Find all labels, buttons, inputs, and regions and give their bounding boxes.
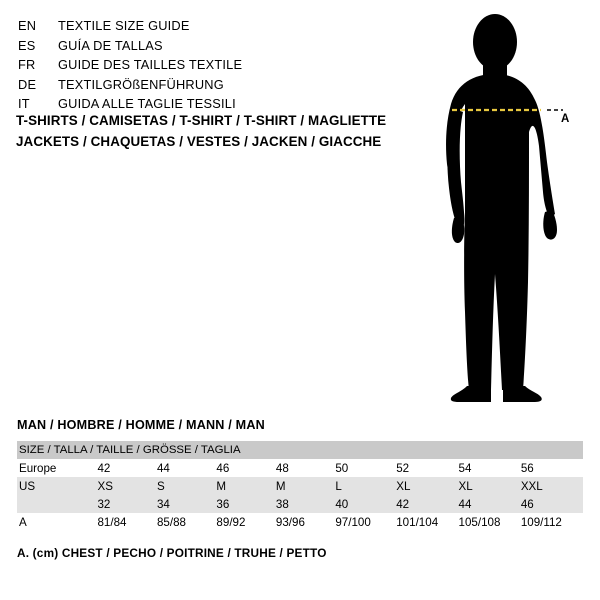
table-cell: 44 [459,495,521,513]
language-code: EN [18,18,37,33]
language-title: GUIDE DES TAILLES TEXTILE [58,57,243,72]
table-cell: XS [97,477,156,495]
language-title: GUIDA ALLE TAGLIE TESSILI [58,96,236,111]
language-row [18,36,398,56]
table-cell: 52 [396,459,458,477]
language-title-list [18,16,398,114]
table-cell: 46 [521,495,583,513]
table-cell: 101/104 [396,513,458,531]
table-cell: 38 [276,495,335,513]
language-code: ES [18,37,36,53]
language-title: TEXTILE SIZE GUIDE [58,18,190,33]
size-table-wrapper [17,441,583,531]
table-cell: M [216,477,275,495]
table-cell: 42 [396,495,458,513]
male-body-silhouette-icon [395,12,600,402]
table-row [17,513,583,531]
language-row [18,16,398,36]
language-code: FR [18,57,36,72]
table-cell: 85/88 [157,513,216,531]
language-code: IT [18,96,30,111]
row-label: Europe [17,459,97,477]
table-cell: L [335,477,396,495]
table-cell: 93/96 [276,513,335,531]
table-cell: 48 [276,459,335,477]
table-cell: S [157,477,216,495]
language-row [18,75,398,95]
mannequin-figure [395,12,600,402]
table-cell: 34 [157,495,216,513]
category-jackets: JACKETS / CHAQUETAS / VESTES / JACKEN / GIACCHE [16,134,382,149]
table-cell: 32 [97,495,156,513]
table-row [17,495,583,513]
table-cell: M [276,477,335,495]
table-cell: 105/108 [459,513,521,531]
measurement-footnote: A. (cm) CHEST / PECHO / POITRINE / TRUHE / PETTO [17,546,327,560]
table-cell: 97/100 [335,513,396,531]
table-row [17,477,583,495]
table-cell: 56 [521,459,583,477]
table-cell: 46 [216,459,275,477]
language-title: GUÍA DE TALLAS [58,37,163,53]
table-cell: 89/92 [216,513,275,531]
table-cell: XXL [521,477,583,495]
table-cell: 36 [216,495,275,513]
table-row [17,459,583,477]
table-cell: 50 [335,459,396,477]
table-cell: 81/84 [97,513,156,531]
table-header-label: SIZE / TALLA / TAILLE / GRÖSSE / TAGLIA [17,441,583,459]
language-code: DE [18,76,37,92]
table-cell: 54 [459,459,521,477]
table-cell: XL [396,477,458,495]
table-cell: XL [459,477,521,495]
table-header-row [17,441,583,459]
table-cell: 109/112 [521,513,583,531]
row-label: US [17,477,97,495]
garment-category-list [16,110,416,152]
category-tshirts: T-SHIRTS / CAMISETAS / T-SHIRT / T-SHIRT / MAGLIETTE [16,113,387,128]
table-cell: 40 [335,495,396,513]
language-row [18,55,398,75]
row-label: A [17,513,97,531]
table-section-title: MAN / HOMBRE / HOMME / MANN / MAN [17,418,265,432]
language-title: TEXTILGRÖßENFÜHRUNG [58,76,224,92]
size-table [17,441,583,531]
table-cell: 42 [97,459,156,477]
measure-label-a: A [561,113,570,125]
row-label [17,495,97,513]
table-cell: 44 [157,459,216,477]
